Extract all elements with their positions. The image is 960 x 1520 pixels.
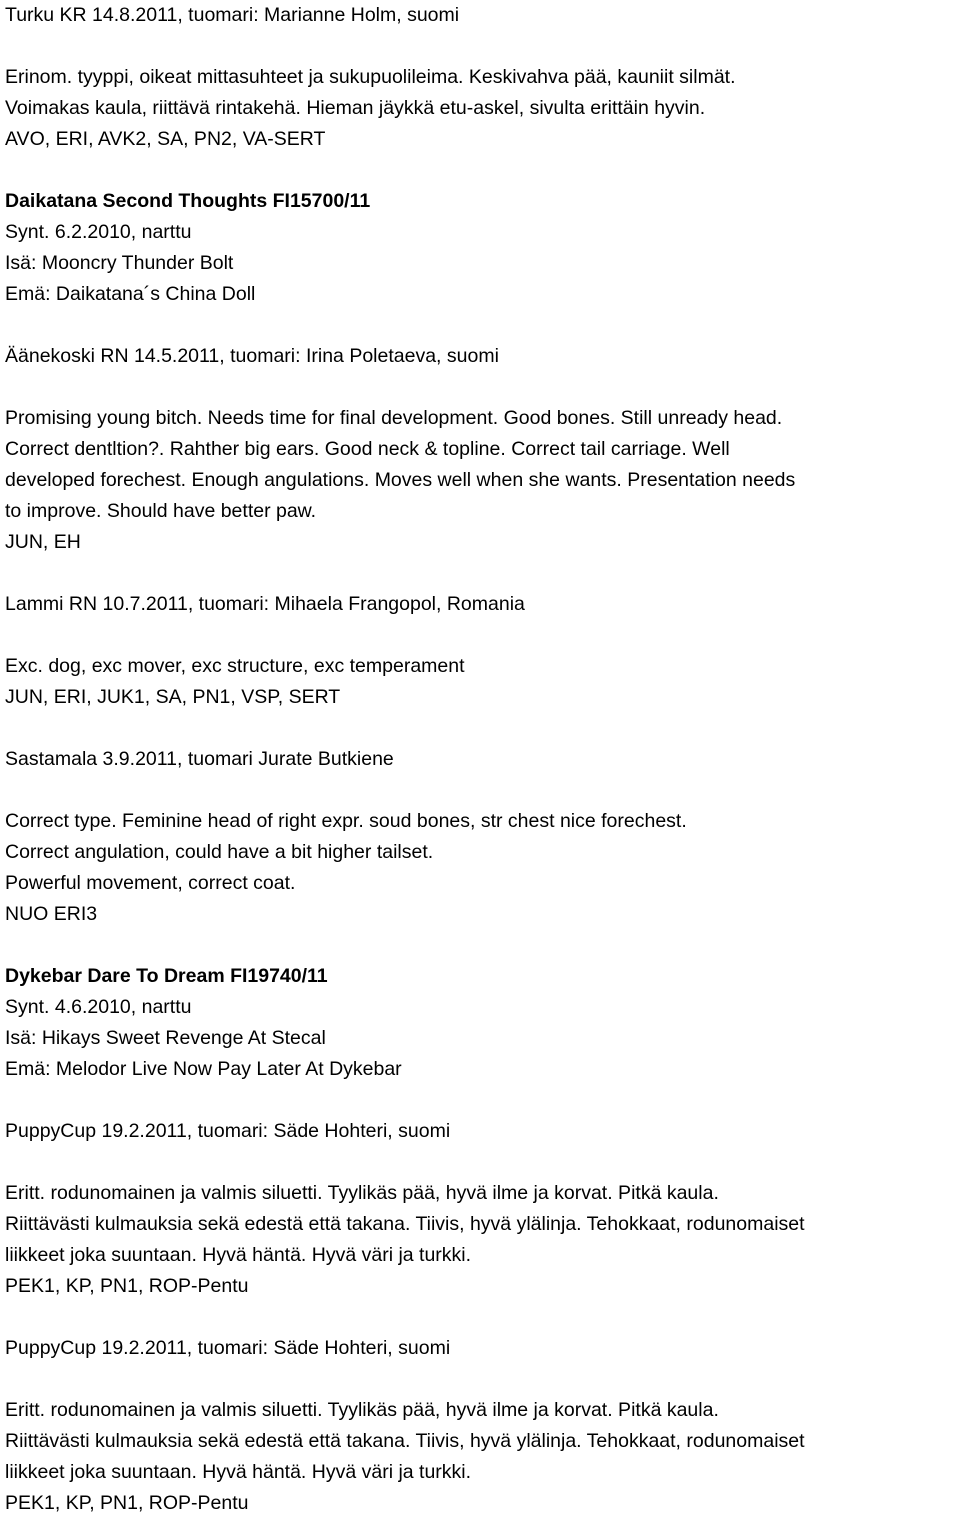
- birth-line: Synt. 4.6.2010, narttu: [5, 996, 192, 1018]
- show-heading-turku: Turku KR 14.8.2011, tuomari: Marianne Holm, suomi: [5, 4, 460, 26]
- dam-line: Emä: Melodor Live Now Pay Later At Dykebar: [5, 1058, 402, 1080]
- show-heading-puppycup: PuppyCup 19.2.2011, tuomari: Säde Hohteri, suomi: [5, 1337, 451, 1359]
- spacer: [5, 1302, 960, 1333]
- spacer: [5, 1364, 960, 1395]
- spacer: [5, 775, 960, 806]
- spacer: [5, 31, 960, 62]
- critique-line: Riittävästi kulmauksia sekä edestä että takana. Tiivis, hyvä ylälinja. Tehokkaat, rodunomaiset: [5, 1213, 805, 1235]
- critique-line: Promising young bitch. Needs time for final development. Good bones. Still unready head.: [5, 407, 783, 429]
- critique-line: developed forechest. Enough angulations. Moves well when she wants. Presentation needs: [5, 469, 796, 491]
- spacer: [5, 1147, 960, 1178]
- sire-line: Isä: Mooncry Thunder Bolt: [5, 252, 234, 274]
- spacer: [5, 713, 960, 744]
- critique-line: to improve. Should have better paw.: [5, 500, 317, 522]
- birth-line: Synt. 6.2.2010, narttu: [5, 221, 192, 243]
- spacer: [5, 310, 960, 341]
- spacer: [5, 930, 960, 961]
- spacer: [5, 372, 960, 403]
- sire-line: Isä: Hikays Sweet Revenge At Stecal: [5, 1027, 326, 1049]
- result-line: PEK1, KP, PN1, ROP-Pentu: [5, 1275, 249, 1297]
- result-line: JUN, EH: [5, 531, 81, 553]
- spacer: [5, 1085, 960, 1116]
- critique-line: Erinom. tyyppi, oikeat mittasuhteet ja sukupuolileima. Keskivahva pää, kauniit silmät.: [5, 66, 736, 88]
- result-line: JUN, ERI, JUK1, SA, PN1, VSP, SERT: [5, 686, 341, 708]
- critique-line: Correct angulation, could have a bit higher tailset.: [5, 841, 434, 863]
- critique-line: Eritt. rodunomainen ja valmis siluetti. Tyylikäs pää, hyvä ilme ja korvat. Pitkä kaula.: [5, 1182, 719, 1204]
- show-heading-aanekoski: Äänekoski RN 14.5.2011, tuomari: Irina Poletaeva, suomi: [5, 345, 499, 367]
- show-heading-lammi: Lammi RN 10.7.2011, tuomari: Mihaela Frangopol, Romania: [5, 593, 525, 615]
- result-line: PEK1, KP, PN1, ROP-Pentu: [5, 1492, 249, 1514]
- dog-name-heading: Daikatana Second Thoughts FI15700/11: [5, 190, 371, 212]
- critique-line: Exc. dog, exc mover, exc structure, exc temperament: [5, 655, 465, 677]
- critique-line: Riittävästi kulmauksia sekä edestä että takana. Tiivis, hyvä ylälinja. Tehokkaat, rodunomaiset: [5, 1430, 805, 1452]
- spacer: [5, 155, 960, 186]
- critique-line: Eritt. rodunomainen ja valmis siluetti. Tyylikäs pää, hyvä ilme ja korvat. Pitkä kaula.: [5, 1399, 719, 1421]
- result-line: NUO ERI3: [5, 903, 98, 925]
- critique-line: liikkeet joka suuntaan. Hyvä häntä. Hyvä väri ja turkki.: [5, 1244, 472, 1266]
- dog-name-heading: Dykebar Dare To Dream FI19740/11: [5, 965, 328, 987]
- show-heading-puppycup: PuppyCup 19.2.2011, tuomari: Säde Hohteri, suomi: [5, 1120, 451, 1142]
- spacer: [5, 620, 960, 651]
- critique-line: Correct dentltion?. Rahther big ears. Good neck & topline. Correct tail carriage. Well: [5, 438, 730, 460]
- result-line: AVO, ERI, AVK2, SA, PN2, VA-SERT: [5, 128, 326, 150]
- critique-line: Voimakas kaula, riittävä rintakehä. Hieman jäykkä etu-askel, sivulta erittäin hyvin.: [5, 97, 706, 119]
- show-heading-sastamala: Sastamala 3.9.2011, tuomari Jurate Butkiene: [5, 748, 394, 770]
- critique-line: liikkeet joka suuntaan. Hyvä häntä. Hyvä väri ja turkki.: [5, 1461, 472, 1483]
- critique-line: Correct type. Feminine head of right expr. soud bones, str chest nice forechest.: [5, 810, 687, 832]
- critique-line: Powerful movement, correct coat.: [5, 872, 296, 894]
- dam-line: Emä: Daikatana´s China Doll: [5, 283, 256, 305]
- spacer: [5, 558, 960, 589]
